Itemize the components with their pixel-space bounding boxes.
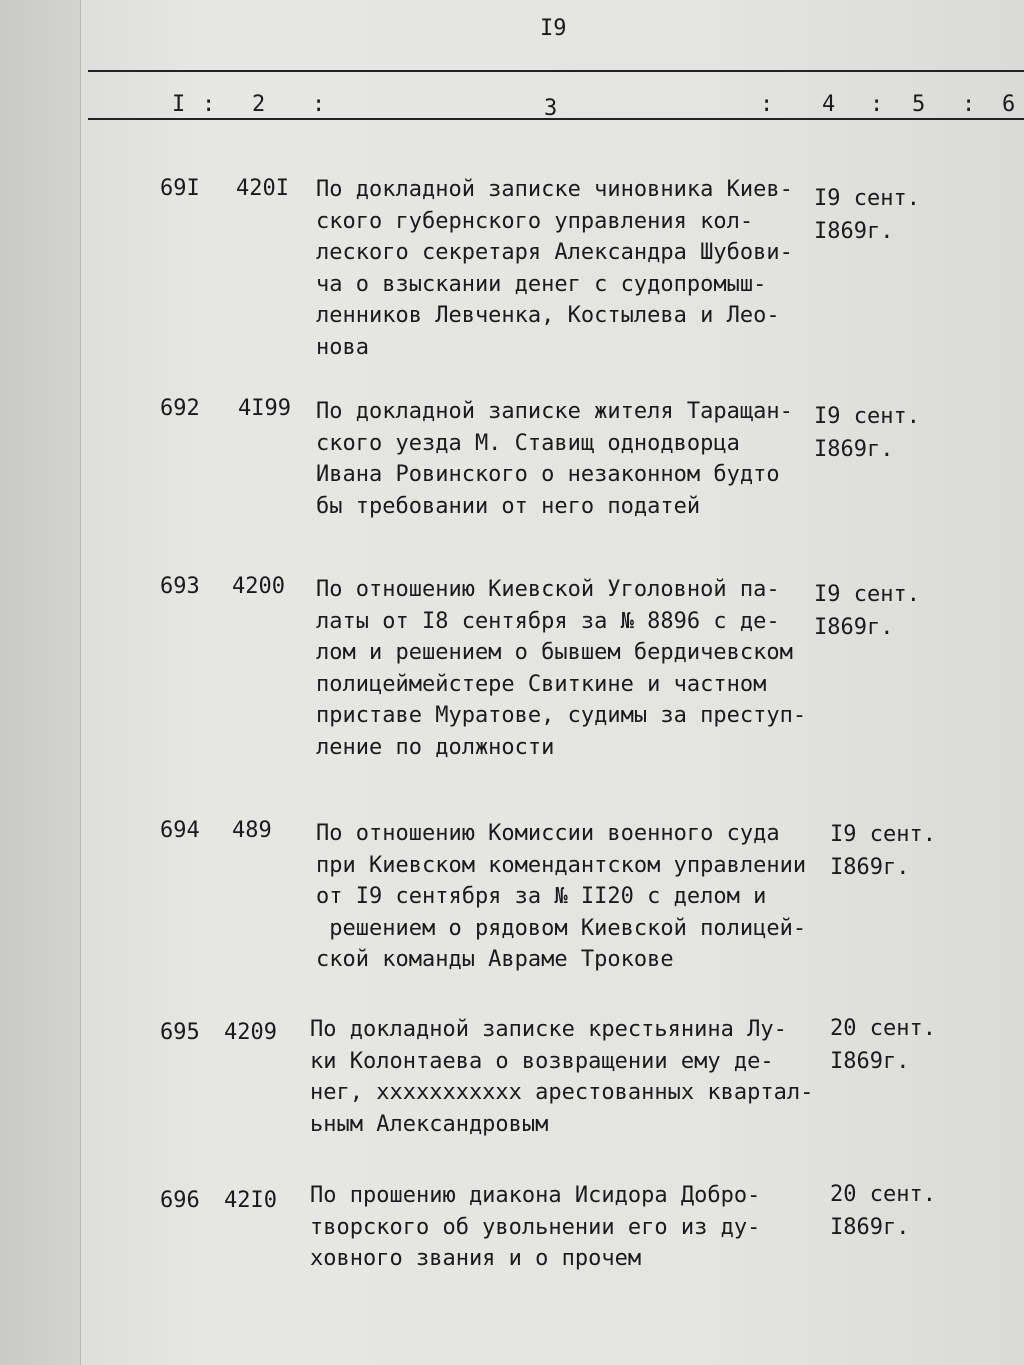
description-line: полицеймейстере Свиткине и частном	[316, 671, 767, 697]
description-line: По докладной записке крестьянина Лу-	[310, 1017, 787, 1042]
date-year: I869г.	[830, 855, 910, 880]
description-line: ленников Левченка, Костылева и Лео-	[316, 303, 780, 328]
description-line: По отношению Комиссии военного суда	[316, 821, 780, 846]
description-line: ховного звания и о прочем	[310, 1246, 642, 1271]
entry-code: 420I	[236, 176, 289, 201]
entry-number: 695	[160, 1020, 200, 1045]
description-line: нова	[316, 334, 369, 360]
date-day: I9 сент.	[814, 186, 920, 211]
header-separator: :	[202, 92, 216, 117]
entry-number: 69I	[160, 176, 200, 201]
entry-description	[316, 818, 806, 976]
description-line: ление по должности	[316, 734, 555, 760]
header-separator: :	[962, 92, 976, 117]
description-line: ьным Александровым	[310, 1111, 549, 1137]
date-day: 20 сент.	[830, 1016, 936, 1041]
description-line: По прошению диакона Исидора Добро-	[310, 1183, 761, 1208]
description-line: По отношению Киевской Уголовной па-	[316, 577, 780, 602]
header-col-4: 4	[822, 92, 836, 117]
header-col-5: 5	[912, 92, 926, 117]
description-line: лом и решением о бывшем бердичевском	[316, 640, 793, 665]
previous-page-edge	[0, 0, 81, 1365]
header-rule-top	[88, 70, 1024, 72]
entry-number: 692	[160, 396, 200, 421]
entry-date	[830, 818, 960, 884]
description-line: ки Колонтаева о возвращении ему де-	[310, 1048, 774, 1074]
description-line: По докладной записке жителя Таращан-	[316, 399, 793, 424]
header-separator: :	[870, 92, 884, 117]
description-line: приставе Муратове, судимы за преступ-	[316, 703, 807, 728]
entry-date	[830, 1178, 960, 1244]
description-line: при Киевском комендантском управлении	[316, 852, 807, 878]
entry-code: 42I0	[224, 1188, 277, 1213]
entry-code: 489	[232, 818, 272, 843]
entry-description	[310, 1180, 800, 1275]
header-col-2: 2	[252, 92, 266, 117]
date-year: I869г.	[830, 1215, 910, 1240]
description-line: ского губернского управления кол-	[316, 208, 754, 234]
entry-date	[814, 182, 944, 248]
header-col-1: I	[172, 92, 186, 117]
header-separator: :	[760, 92, 774, 117]
entry-description	[316, 396, 806, 522]
entry-date	[830, 1012, 960, 1078]
date-year: I869г.	[814, 615, 894, 640]
date-day: 20 сент.	[830, 1182, 936, 1207]
date-year: I869г.	[814, 219, 894, 244]
entry-date	[814, 578, 944, 644]
description-line: Ивана Ровинского о незаконном будто	[316, 462, 780, 487]
description-line: решением о рядовом Киевской полицей-	[316, 915, 807, 941]
entry-description	[316, 174, 806, 363]
description-line: творского об увольнении его из ду-	[310, 1214, 761, 1240]
date-year: I869г.	[814, 437, 894, 462]
entry-description	[310, 1014, 814, 1140]
date-day: I9 сент.	[814, 582, 920, 607]
entry-date	[814, 400, 944, 466]
entry-code: 4209	[224, 1020, 277, 1045]
entry-number: 693	[160, 574, 200, 599]
description-line: ского уезда М. Ставищ однодворца	[316, 430, 740, 456]
date-day: I9 сент.	[814, 404, 920, 429]
page-number: I9	[540, 16, 567, 41]
description-line: латы от I8 сентября за № 8896 с де-	[316, 608, 780, 634]
header-col-6: 6	[1002, 92, 1016, 117]
entry-code: 4I99	[238, 396, 291, 421]
description-line: ча о взыскании денег с судопромыш-	[316, 271, 767, 297]
description-line: бы требовании от него податей	[316, 493, 701, 519]
description-line: По докладной записке чиновника Киев-	[316, 177, 793, 202]
description-line: ской команды Авраме Трокове	[316, 947, 674, 972]
entry-number: 696	[160, 1188, 200, 1213]
date-year: I869г.	[830, 1049, 910, 1074]
description-line: леского секретаря Александра Шубови-	[316, 240, 793, 265]
description-line: нег, ххххххххххх арестованных квартал-	[310, 1080, 814, 1105]
entry-code: 4200	[232, 574, 285, 599]
entry-description	[316, 574, 806, 763]
description-line: от I9 сентября за № II20 с делом и	[316, 884, 767, 909]
header-separator: :	[312, 92, 326, 117]
header-col-3: 3	[544, 96, 558, 121]
date-day: I9 сент.	[830, 822, 936, 847]
entry-number: 694	[160, 818, 200, 843]
